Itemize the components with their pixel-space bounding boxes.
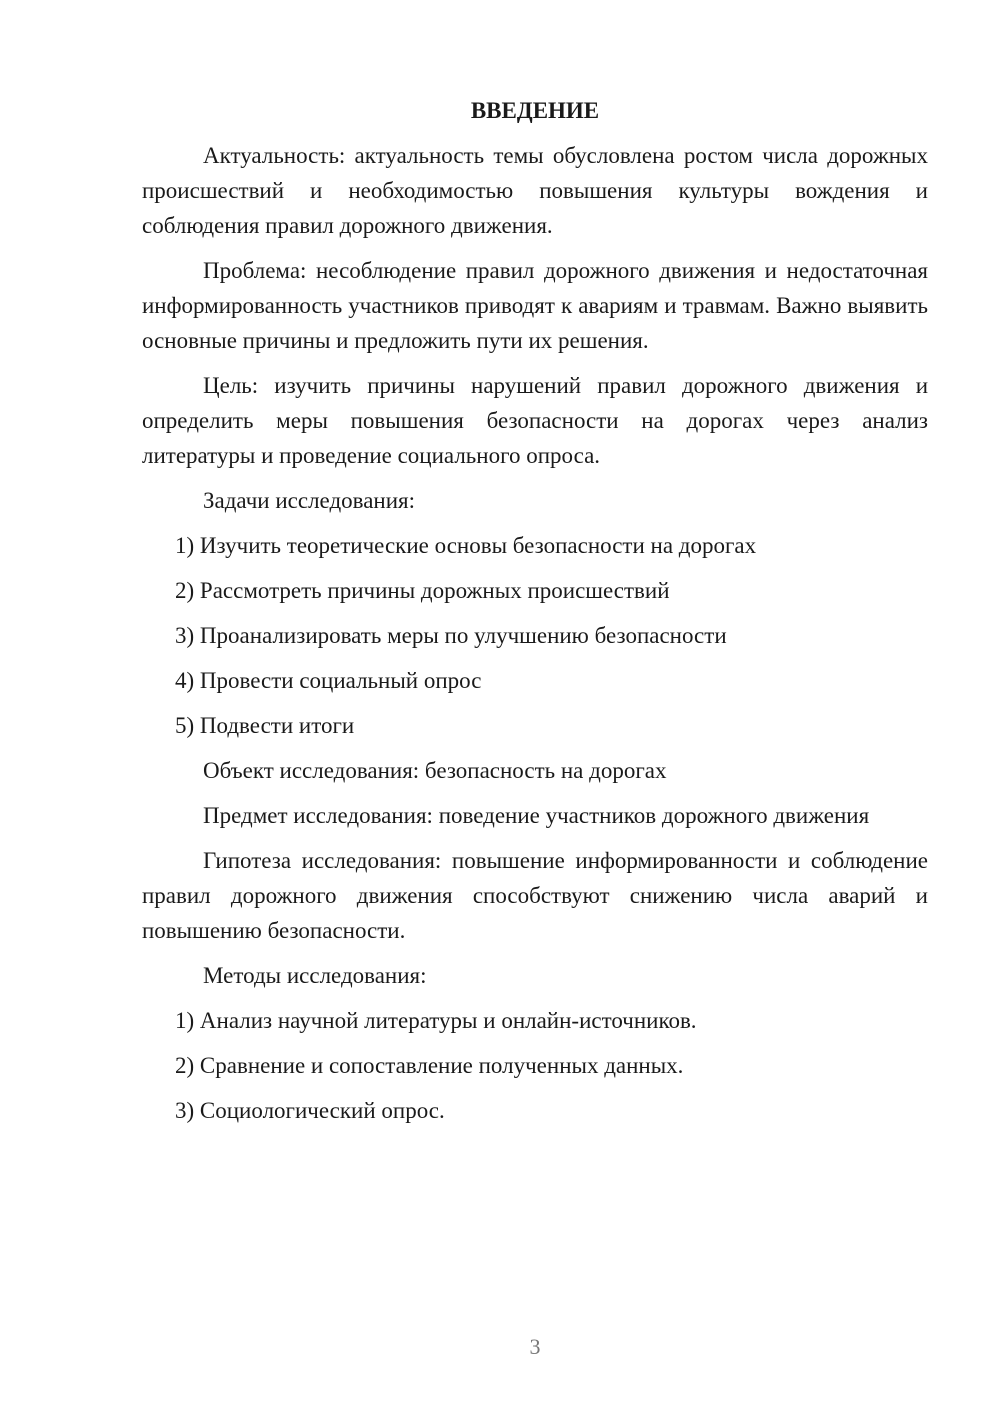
task-item-3: 3) Проанализировать меры по улучшению безопасности bbox=[175, 623, 727, 648]
task-item-1: 1) Изучить теоретические основы безопасности на дорогах bbox=[175, 533, 757, 558]
document-page bbox=[142, 96, 928, 1138]
task-item-4: 4) Провести социальный опрос bbox=[175, 668, 482, 693]
relevance-paragraph: Актуальность: актуальность темы обусловлена ростом числа дорожных происшествий и необходимостью повышения культуры вождения и соблюдения правил дорожного движения. bbox=[142, 143, 928, 238]
method-item-1: 1) Анализ научной литературы и онлайн-источников. bbox=[175, 1008, 697, 1033]
document-title: ВВЕДЕНИЕ bbox=[470, 98, 600, 123]
research-subject: Предмет исследования: поведение участников дорожного движения bbox=[203, 803, 870, 828]
problem-paragraph: Проблема: несоблюдение правил дорожного движения и недостаточная информированность участников приводят к авариям и травмам. Важно выявить основные причины и предложить пути их решения. bbox=[142, 258, 928, 353]
task-item-2: 2) Рассмотреть причины дорожных происшествий bbox=[175, 578, 670, 603]
tasks-heading: Задачи исследования: bbox=[203, 488, 416, 513]
method-item-3: 3) Социологический опрос. bbox=[175, 1098, 445, 1123]
methods-heading: Методы исследования: bbox=[203, 963, 427, 988]
page-number: 3 bbox=[529, 1334, 541, 1359]
task-item-5: 5) Подвести итоги bbox=[175, 713, 355, 738]
hypothesis-paragraph: Гипотеза исследования: повышение информированности и соблюдение правил дорожного движения способствуют снижению числа аварий и повышению безопасности. bbox=[142, 848, 928, 943]
method-item-2: 2) Сравнение и сопоставление полученных данных. bbox=[175, 1053, 684, 1078]
research-object: Объект исследования: безопасность на дорогах bbox=[203, 758, 667, 783]
goal-paragraph: Цель: изучить причины нарушений правил дорожного движения и определить меры повышения безопасности на дорогах через анализ литературы и проведение социального опроса. bbox=[142, 373, 928, 468]
